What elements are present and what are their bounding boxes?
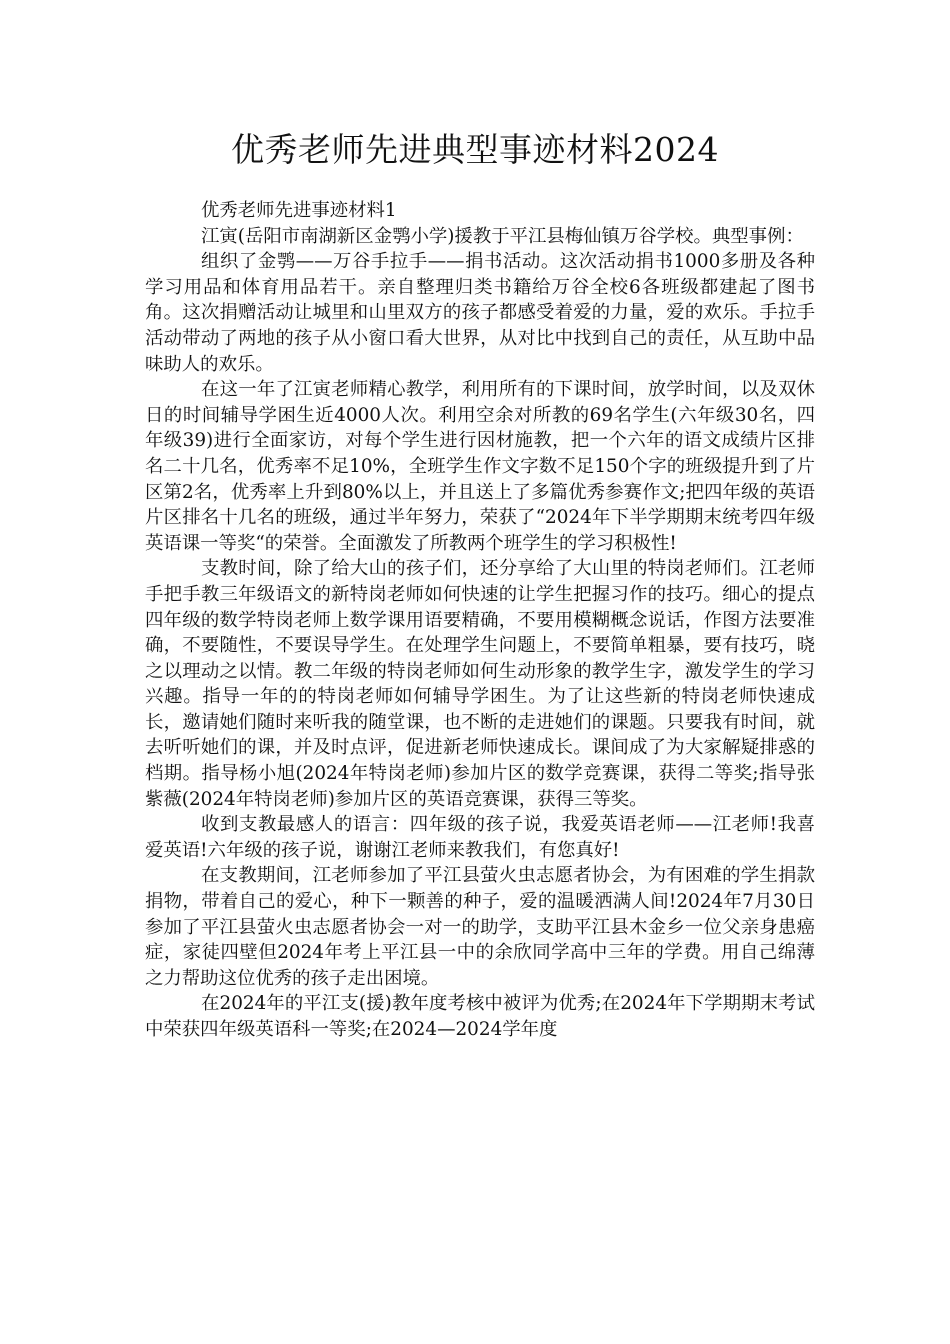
body-paragraph: 组织了金鹗——万谷手拉手——捐书活动。这次活动捐书1000多册及各种学习用品和体育用品若干。亲自整理归类书籍给万谷全校6各班级都建起了图书角。这次捐赠活动让城里和山里双方的孩子都感受着爱的力量，爱的欢乐。手拉手活动带动了两地的孩子从小窗口看大世界，从对比中找到自己的责任，从互助中品味助人的欢乐。 bbox=[145, 251, 815, 375]
document-body bbox=[145, 198, 815, 1043]
body-paragraph: 在2024年的平江支(援)教年度考核中被评为优秀;在2024年下学期期末考试中荣获四年级英语科一等奖;在2024—2024学年度 bbox=[145, 993, 815, 1040]
document-title: 优秀老师先进典型事迹材料2024 bbox=[231, 130, 719, 169]
section-subtitle: 优秀老师先进事迹材料1 bbox=[201, 200, 397, 221]
intro-paragraph: 江寅(岳阳市南湖新区金鹗小学)援教于平江县梅仙镇万谷学校。典型事例： bbox=[201, 225, 804, 247]
body-paragraph: 支教时间，除了给大山的孩子们，还分享给了大山里的特岗老师们。江老师手把手教三年级语文的新特岗老师如何快速的让学生把握习作的技巧。细心的提点四年级的数学特岗老师上数学课用语要精确，不要用模糊概念说话，作图方法要准确，不要随性，不要误导学生。在处理学生问题上，不要简单粗暴，要有技巧，晓之以理动之以情。教二年级的特岗老师如何生动形象的教学生字，激发学生的学习兴趣。指导一年的的特岗老师如何辅导学困生。为了让这些新的特岗老师快速成长，邀请她们随时来听我的随堂课，也不断的走进她们的课题。只要我有时间，就去听听她们的课，并及时点评，促进新老师快速成长。课间成了为大家解疑排惑的档期。指导杨小旭(2024年特岗老师)参加片区的数学竞赛课，获得二等奖;指导张紫薇(2024年特岗老师)参加片区的英语竞赛课，获得三等奖。 bbox=[145, 558, 815, 810]
body-paragraph: 在这一年了江寅老师精心教学，利用所有的下课时间，放学时间，以及双休日的时间辅导学困生近4000人次。利用空余对所教的69名学生(六年级30名，四年级39)进行全面家访，对每个学生进行因材施教，把一个六年的语文成绩片区排名二十几名，优秀率不足10%，全班学生作文字数不足150个字的班级提升到了片区第2名，优秀率上升到80%以上，并且送上了多篇优秀参赛作文;把四年级的英语片区排名十几名的班级，通过半年努力，荣获了“2024年下半学期期末统考四年级英语课一等奖“的荣誉。全面激发了所教两个班学生的学习积极性! bbox=[145, 379, 815, 554]
body-paragraph: 收到支教最感人的语言：四年级的孩子说，我爱英语老师——江老师!我喜爱英语!六年级的孩子说，谢谢江老师来教我们，有您真好! bbox=[145, 814, 815, 861]
body-paragraph: 在支教期间，江老师参加了平江县萤火虫志愿者协会，为有困难的学生捐款捐物，带着自己的爱心，种下一颗善的种子，爱的温暖洒满人间!2024年7月30日参加了平江县萤火虫志愿者协会一对一的助学，支助平江县木金乡一位父亲身患癌症，家徒四壁但2024年考上平江县一中的余欣同学高中三年的学费。用自己绵薄之力帮助这位优秀的孩子走出困境。 bbox=[145, 865, 815, 989]
